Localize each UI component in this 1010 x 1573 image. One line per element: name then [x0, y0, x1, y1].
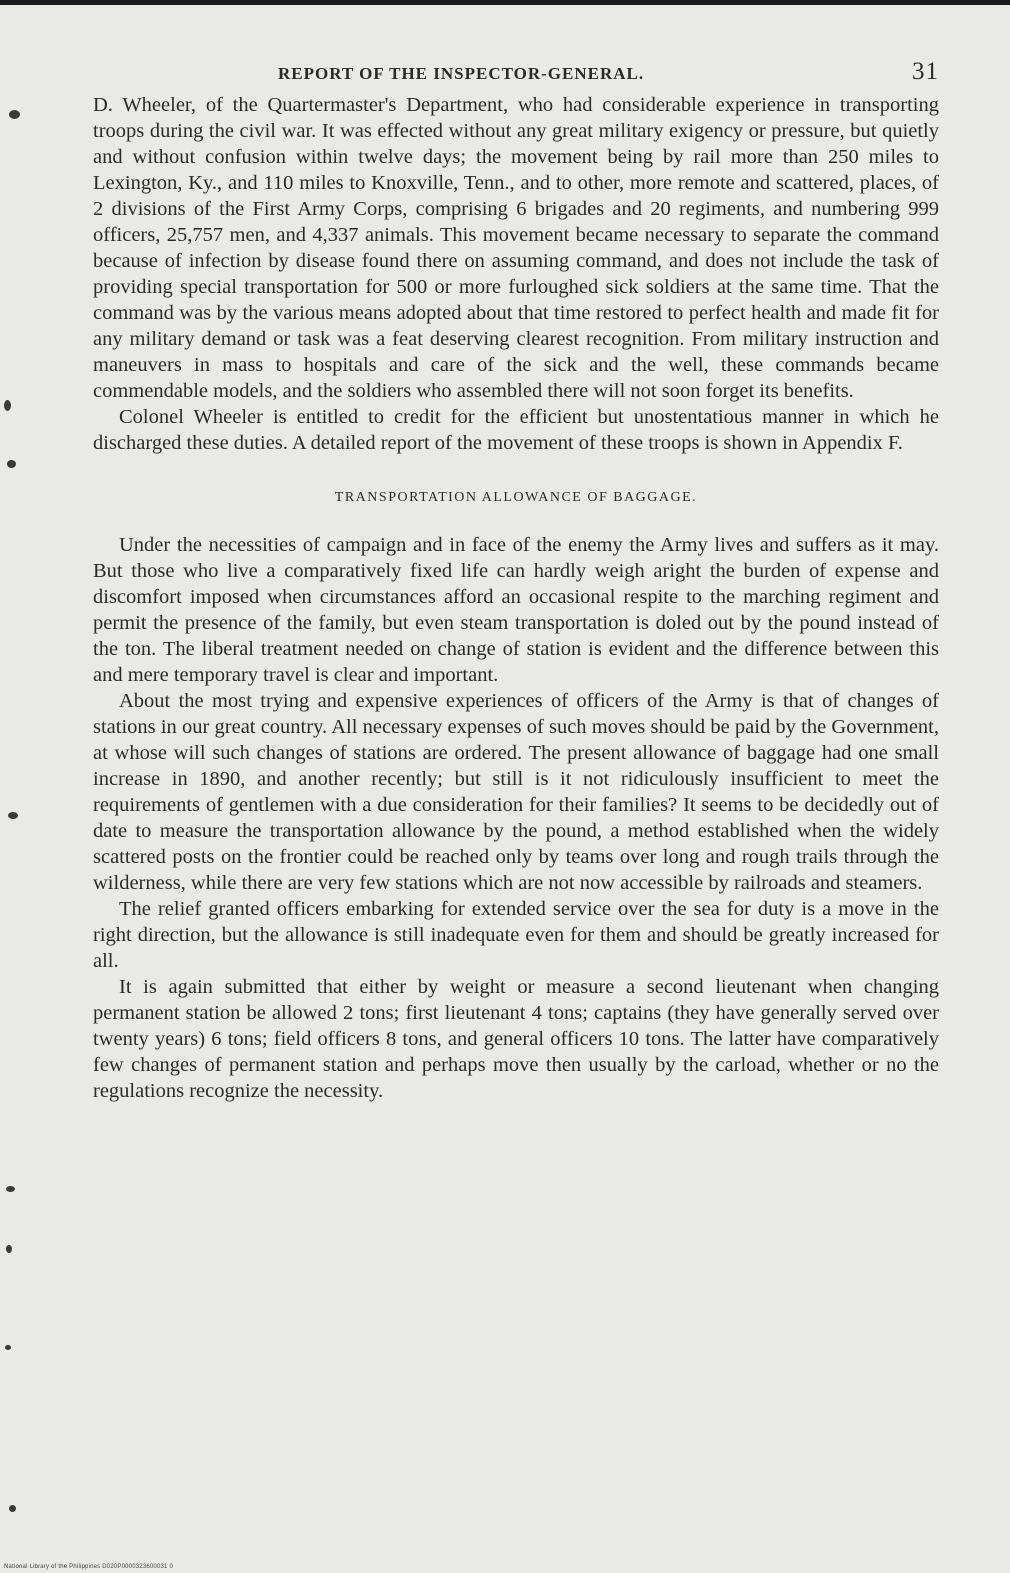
- page-number: 31: [912, 58, 939, 85]
- document-page: [93, 56, 939, 1104]
- paragraph: D. Wheeler, of the Quartermaster's Department, who had considerable experience in transporting troops during the civil war. It was effected without any great military exigency or pressure, but quietly and without confusion within twelve days; the movement being by rail more than 250 miles to Lexington, Ky., and 110 miles to Knoxville, Tenn., and to other, more remote and scattered, places, of 2 divisions of the First Army Corps, comprising 6 brigades and 20 regiments, and numbering 999 officers, 25,757 men, and 4,337 animals. This movement became necessary to separate the command because of infection by disease found there on assuming command, and does not include the task of providing special transportation for 500 or more furloughed sick soldiers at the same time. That the command was by the various means adopted about that time restored to perfect health and made fit for any military demand or task was a feat deserving clearest recognition. From military instruction and maneuvers in mass to hospitals and care of the sick and the well, these commands became commendable models, and the soldiers who assembled there will not soon forget its benefits.: [93, 94, 939, 402]
- paragraph: The relief granted officers embarking for extended service over the sea for duty is a move in the right direction, but the allowance is still inadequate even for them and should be greatly increased for all.: [93, 898, 939, 972]
- paragraph: Under the necessities of campaign and in face of the enemy the Army lives and suffers as it may. But those who live a comparatively fixed life can hardly weigh aright the burden of expense and discomfort imposed when circumstances afford an occasional respite to the marching regiment and permit the presence of the family, but even steam transportation is doled out by the pound instead of the ton. The liberal treatment needed on change of station is evident and the difference between this and mere temporary travel is clear and important.: [93, 534, 939, 686]
- footer-credit: National Library of the Philippines D020P0000323600031 0: [4, 1564, 173, 1570]
- section-heading: TRANSPORTATION ALLOWANCE OF BAGGAGE.: [334, 490, 698, 505]
- page-title: REPORT OF THE INSPECTOR-GENERAL.: [278, 64, 645, 83]
- paragraph: It is again submitted that either by weight or measure a second lieutenant when changing permanent station be allowed 2 tons; first lieutenant 4 tons; captains (they have generally served over twenty years) 6 tons; field officers 8 tons, and general officers 10 tons. The latter have comparatively few changes of permanent station and perhaps move then usually by the carload, whether or no the regulations recognize the necessity.: [93, 976, 939, 1102]
- running-header: [93, 56, 939, 92]
- paragraph: About the most trying and expensive experiences of officers of the Army is that of changes of stations in our great country. All necessary expenses of such moves should be paid by the Government, at whose will such changes of stations are ordered. The present allowance of baggage had one small increase in 1890, and another recently; but still is it not ridiculously insufficient to meet the requirements of gentlemen with a due consideration for their families? It seems to be decidedly out of date to measure the transportation allowance by the pound, a method established when the widely scattered posts on the frontier could be reached only by teams over long and rough trails through the wilderness, while there are very few stations which are not now accessible by railroads and steamers.: [93, 690, 939, 894]
- scan-top-border: [0, 0, 1010, 5]
- paragraph: Colonel Wheeler is entitled to credit for the efficient but unostentatious manner in which he discharged these duties. A detailed report of the movement of these troops is shown in Appendix F.: [93, 406, 939, 454]
